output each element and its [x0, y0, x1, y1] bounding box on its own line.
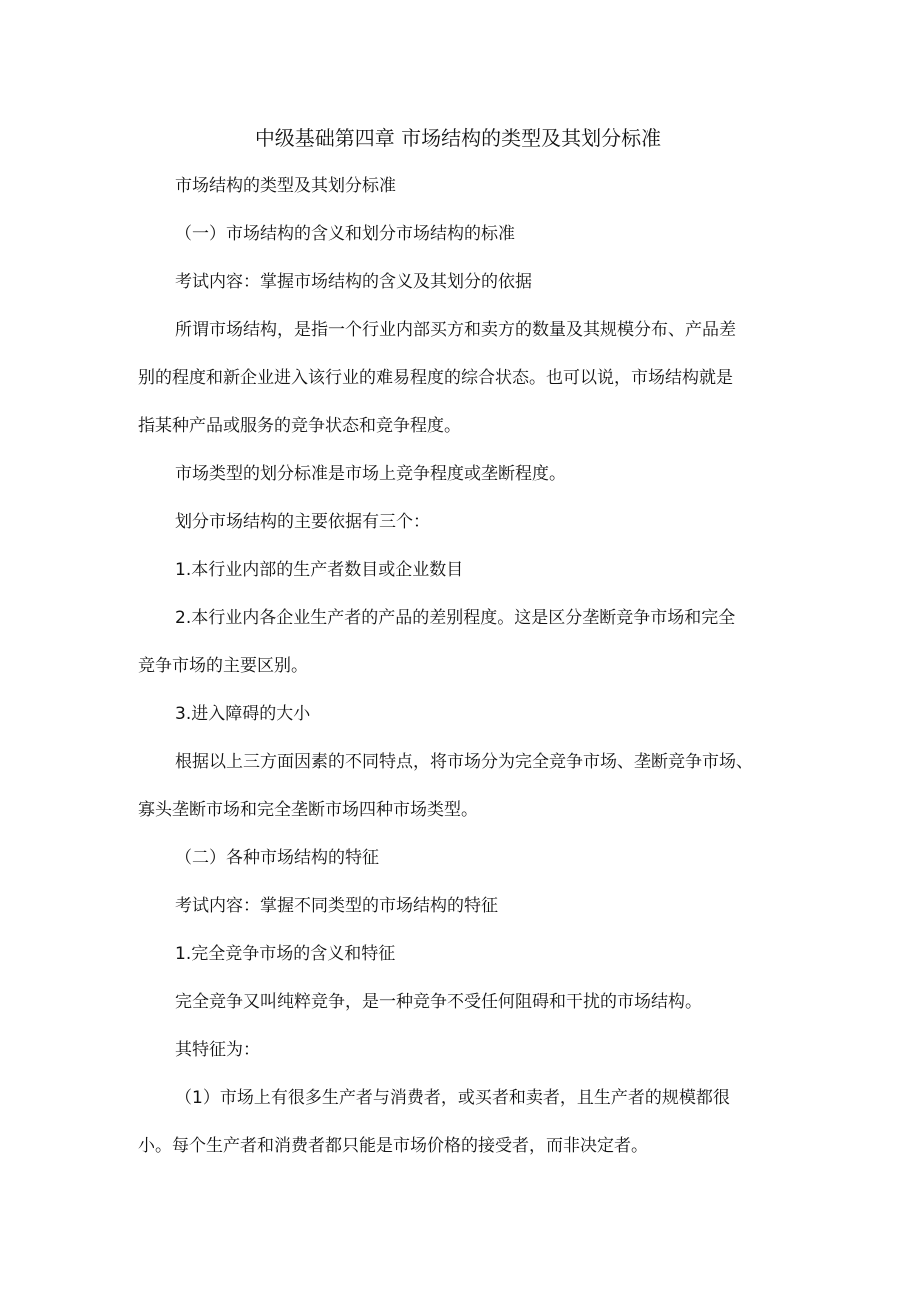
paragraph [138, 210, 798, 258]
paragraph-line: 2.本行业内各企业生产者的产品的差别程度。这是区分垄断竞争市场和完全 [175, 608, 736, 628]
paragraph-line: 3.进入障碍的大小 [175, 704, 311, 724]
paragraph-line: （二）各种市场结构的特征 [175, 848, 379, 868]
document-page [138, 114, 798, 1170]
paragraph [138, 498, 798, 546]
paragraph [138, 258, 798, 306]
paragraph-line: 竞争市场的主要区别。 [138, 656, 308, 676]
paragraph [138, 306, 798, 450]
paragraph-line: （1）市场上有很多生产者与消费者，或买者和卖者，且生产者的规模都很 [175, 1088, 730, 1108]
paragraph-line: 市场类型的划分标准是市场上竞争程度或垄断程度。 [175, 464, 566, 484]
paragraph-line: 考试内容：掌握不同类型的市场结构的特征 [175, 896, 498, 916]
paragraph [138, 162, 798, 210]
paragraph-line: 考试内容：掌握市场结构的含义及其划分的依据 [175, 272, 532, 292]
paragraph-line: 所谓市场结构，是指一个行业内部买方和卖方的数量及其规模分布、产品差 [175, 320, 736, 340]
paragraph-line: 指某种产品或服务的竞争状态和竞争程度。 [138, 416, 461, 436]
document-title: 中级基础第四章 市场结构的类型及其划分标准 [254, 126, 662, 150]
paragraph [138, 930, 798, 978]
paragraph [138, 738, 798, 834]
paragraph [138, 834, 798, 882]
paragraph-line: 1.完全竞争市场的含义和特征 [175, 944, 396, 964]
paragraph-line: 市场结构的类型及其划分标准 [175, 176, 396, 196]
paragraph [138, 690, 798, 738]
paragraph [138, 1026, 798, 1074]
paragraph-line: 1.本行业内部的生产者数目或企业数目 [175, 560, 464, 580]
paragraph [138, 450, 798, 498]
paragraph-line: 小。每个生产者和消费者都只能是市场价格的接受者，而非决定者。 [138, 1136, 648, 1156]
paragraph [138, 546, 798, 594]
paragraph-line: 划分市场结构的主要依据有三个： [175, 512, 430, 532]
paragraph-line: 完全竞争又叫纯粹竞争，是一种竞争不受任何阻碍和干扰的市场结构。 [175, 992, 702, 1012]
paragraph [138, 1074, 798, 1170]
paragraph-line: （一）市场结构的含义和划分市场结构的标准 [175, 224, 515, 244]
paragraph-line: 其特征为： [175, 1040, 260, 1060]
paragraph-line: 根据以上三方面因素的不同特点，将市场分为完全竞争市场、垄断竞争市场、 [175, 752, 753, 772]
paragraph-line: 别的程度和新企业进入该行业的难易程度的综合状态。也可以说，市场结构就是 [138, 368, 733, 388]
paragraph-line: 寡头垄断市场和完全垄断市场四种市场类型。 [138, 800, 478, 820]
paragraph [138, 882, 798, 930]
paragraph [138, 594, 798, 690]
paragraph [138, 978, 798, 1026]
document-body [138, 162, 798, 1170]
